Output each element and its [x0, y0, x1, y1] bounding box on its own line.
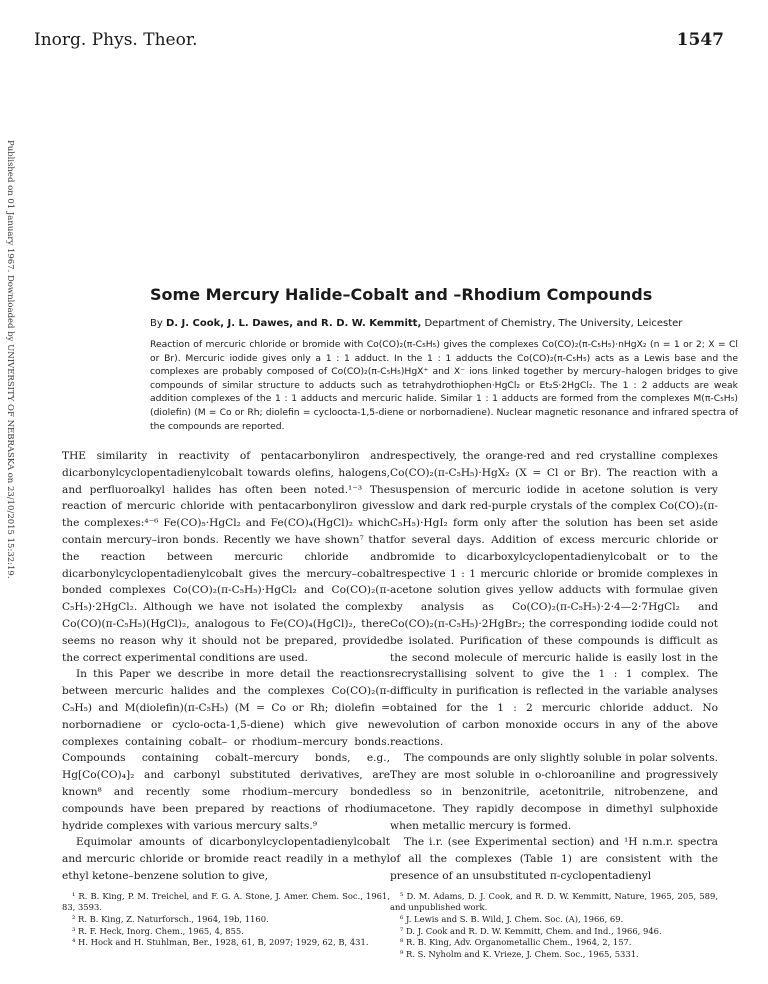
footnotes-right — [390, 891, 718, 961]
body-paragraph: In this Paper we describe in more detail the reactions between mercuric halides and the complexes Co(CO)₂(π-C₅H₅) and M(diolefin)(π-C₅H₅) (M = Co or Rh; diolefin = norbornadiene or cyclo-octa-1,5-diene) which give new complexes containing cobalt– or rhodium–mercury bonds. Compounds containing cobalt–mercury bonds, e.g., Hg[Co(CO)₄]₂ and carbonyl substituted derivatives, are known⁸ and recently some rhodium–mercury bonded compounds have been prepared by reactions of rhodium hydride complexes with various mercury salts.⁹ — [62, 668, 390, 832]
download-watermark — [3, 140, 17, 790]
footnote: ⁹ R. S. Nyholm and K. Vrieze, J. Chem. Soc., 1965, 5331. — [400, 948, 639, 959]
body-paragraph: respectively, the orange-red and red crystalline complexes Co(CO)₂(π-C₅H₅)·HgX₂ (X = Cl or Br). The reaction with a suspension of mercuric iodide in acetone solution is very slow and dark red-purple crystals of the complex Co(CO)₂(π-C₅H₅)·HgI₂ form only after the solution has been set aside for several days. Addition of excess mercuric chloride or bromide to dicarboxylcyclopentadienylcobalt or to the respective 1 : 1 mercuric chloride or bromide complexes in acetone solution gives yellow adducts with formulae given by analysis as Co(CO)₂(π-C₅H₅)·2·4—2·7HgCl₂ and Co(CO)₂(π-C₅H₅)·2HgBr₂; the corresponding iodide could not be isolated. Purification of these compounds is difficult as the second molecule of mercuric halide is easily lost in the recrystallising solvent to give the 1 : 1 complex. The difficulty in purification is reflected in the variable analyses obtained for the 1 : 2 mercuric chloride adduct. No evolution of carbon monoxide occurs in any of the above reactions. — [390, 450, 718, 748]
author-line — [150, 318, 750, 329]
body-paragraph: Equimolar amounts of dicarbonylcyclopentadienylcobalt and mercuric chloride or bromide react readily in a methyl ethyl ketone–benzene solution to give, — [62, 836, 390, 882]
body-paragraph: The compounds are only slightly soluble in polar solvents. They are most soluble in o-chloroaniline and progressively less so in benzonitrile, acetonitrile, nitrobenzene, and acetone. They rapidly decompose in dimethyl sulphoxide when metallic mercury is formed. — [390, 752, 718, 832]
footnote: ³ R. F. Heck, Inorg. Chem., 1965, 4, 855. — [72, 925, 244, 936]
footnote: ⁷ D. J. Cook and R. D. W. Kemmitt, Chem. and Ind., 1966, 946. — [400, 925, 662, 936]
footnote: ¹ R. B. King, P. M. Treichel, and F. G. A. Stone, J. Amer. Chem. Soc., 1961, 83, 3593. — [62, 890, 390, 913]
footnote: ² R. B. King, Z. Naturforsch., 1964, 19b, 1160. — [72, 913, 269, 924]
page-number: 1547 — [676, 30, 724, 50]
footnote: ⁴ H. Hock and H. Stuhlman, Ber., 1928, 61, B, 2097; 1929, 62, B, 431. — [72, 937, 369, 948]
body-paragraph: The i.r. (see Experimental section) and ¹H n.m.r. spectra of all the complexes (Table 1) are consistent with the presence of an unsubstituted π-cyclopentadienyl — [390, 836, 718, 882]
footnote: ⁸ R. B. King, Adv. Organometallic Chem., 1964, 2, 157. — [400, 937, 632, 948]
byline-prefix: By — [150, 318, 163, 329]
body-column-right — [390, 448, 718, 960]
affiliation: Department of Chemistry, The University, Leicester — [424, 318, 683, 329]
article-title: Some Mercury Halide–Cobalt and –Rhodium Compounds — [150, 285, 653, 304]
abstract: Reaction of mercuric chloride or bromide with Co(CO)₂(π-C₅H₅) gives the complexes Co(CO)₂(π-C₅H₅)·nHgX₂ (n = 1 or 2; X = Cl or Br). Mercuric iodide gives only a 1 : 1 adduct. In the 1 : 1 adducts the Co(CO)₂(π-C₅H₅) acts as a Lewis base and the complexes are probably composed of Co(CO)₂(π-C₅H₅)HgX⁺ and X⁻ ions linked together by mercury–halogen bridges to give compounds of similar structure to adducts such as tetrahydrothiophen·HgCl₂ or Et₂S·2HgCl₂. The 1 : 2 adducts are weak addition complexes of the 1 : 1 adducts and mercuric halide. Similar 1 : 1 adducts are formed from the complexes M(π-C₅H₅)(diolefin) (M = Co or Rh; diolefin = cycloocta-1,5-diene or norbornadiene). Nuclear magnetic resonance and infrared spectra of the compounds are reported. — [150, 339, 738, 432]
body-column-left — [62, 448, 390, 949]
body-paragraph: THE similarity in reactivity of pentacarbonyliron and dicarbonylcyclopentadienylcobalt towards olefins, halogens, and perfluoroalkyl halides has often been noted.¹⁻³ The reaction of mercuric chloride with pentacarbonyliron gives the complexes:⁴⁻⁶ Fe(CO)₅·HgCl₂ and Fe(CO)₄(HgCl)₂ which contain mercury–iron bonds. Recently we have shown⁷ that the reaction between mercuric chloride and dicarbonylcyclopentadienylcobalt gives the mercury–cobalt bonded complexes Co(CO)₂(π-C₅H₅)·HgCl₂ and Co(CO)₂(π-C₅H₅)·2HgCl₂. Although we have not isolated the complex Co(CO)(π-C₅H₅)(HgCl)₂, analogous to Fe(CO)₄(HgCl)₂, there seems no reason why it should not be prepared, provided the correct experimental conditions are used. — [62, 450, 390, 664]
download-watermark-text: Published on 01 January 1967. Downloaded by UNIVERSITY OF NEBRASKA on 23/10/2015 15:32:19. — [5, 140, 15, 579]
footnote: ⁵ D. M. Adams, D. J. Cook, and R. D. W. Kemmitt, Nature, 1965, 205, 589, and unpublished work. — [390, 890, 718, 913]
footnotes-left — [62, 891, 390, 949]
footnote: ⁶ J. Lewis and S. B. Wild, J. Chem. Soc. (A), 1966, 69. — [400, 913, 624, 924]
journal-running-head: Inorg. Phys. Theor. — [34, 30, 198, 50]
author-names: D. J. Cook, J. L. Dawes, and R. D. W. Kemmitt, — [165, 318, 422, 329]
